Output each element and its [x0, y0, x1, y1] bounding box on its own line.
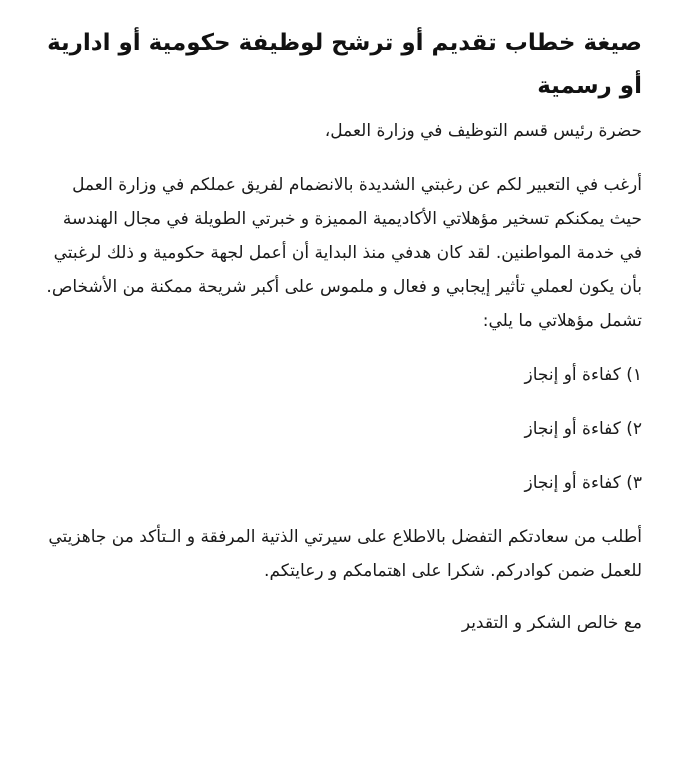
closing-paragraph: أطلب من سعادتكم التفضل بالاطلاع على سيرتي الذتية المرفقة و الـتأكد من جاهزيتي للعمل ضمن كوادركم. شكرا على اهتمامكم و رعايتكم.: [48, 527, 642, 581]
body-paragraph: أرغب في التعبير لكم عن رغبتي الشديدة بالانضمام لفريق عملكم في وزارة العمل حيث يمكنكم تسخير مؤهلاتي الأكاديمية المميزة و خبرتي الطويلة في مجال الهندسة في خدمة المواطنين. لقد كان هدفي منذ البداية أن أعمل لجهة حكومية و ذلك لرغبتي بأن يكون لعملي تأثير إيجابي و فعال و ملموس على أكبر شريحة ممكنة من الأشخاص.: [46, 175, 642, 297]
qualifications-list: [40, 358, 642, 500]
list-item: ٢) كفاءة أو إنجاز: [524, 419, 642, 439]
qualifications-intro: تشمل مؤهلاتي ما يلي:: [482, 311, 642, 331]
letter-title: صيغة خطاب تقديم أو ترشح لوظيفة حكومية أو ادارية أو رسمية: [47, 30, 642, 99]
signoff: مع خالص الشكر و التقدير: [461, 613, 642, 633]
list-item: ٣) كفاءة أو إنجاز: [524, 473, 642, 493]
list-item: ١) كفاءة أو إنجاز: [524, 365, 642, 385]
salutation: حضرة رئيس قسم التوظيف في وزارة العمل،: [324, 121, 642, 141]
